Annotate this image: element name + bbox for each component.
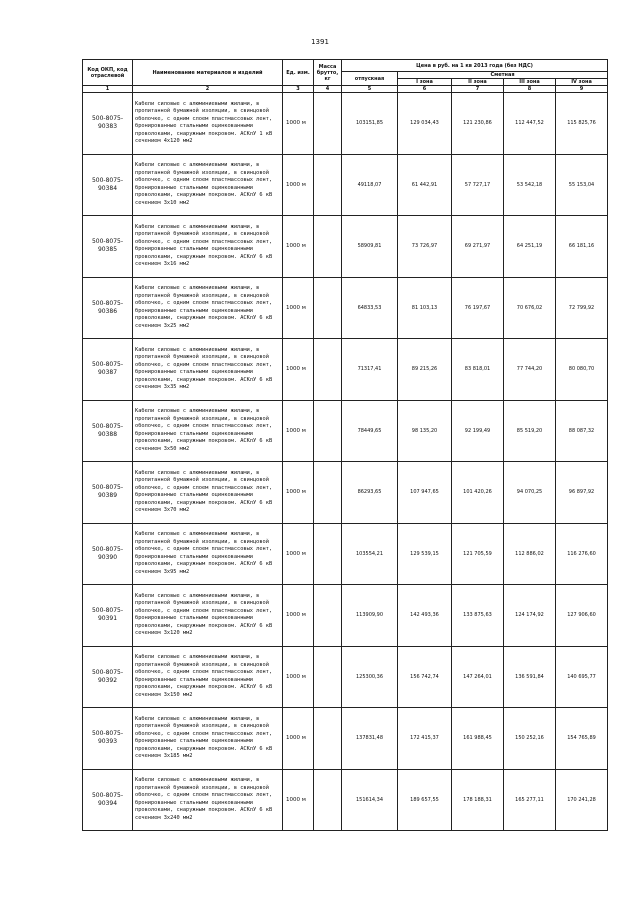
cell-zone3-price: 150 252,16 <box>504 708 556 770</box>
cell-unit: 1000 м <box>283 462 314 524</box>
cell-zone2-price: 83 818,01 <box>452 339 504 401</box>
cell-mass <box>314 769 342 831</box>
cell-zone3-price: 64 251,19 <box>504 216 556 278</box>
col-number: 4 <box>314 86 342 93</box>
cell-name: Кабели силовые с алюминиевыми жилами, в пропитанной бумажной изоляции, в свинцовой оболочке, с одним слоем пластмассовых лент, бронированные стальными оцинкованными проволоками, снаружным покровом. АСКлУ 1 кВ сечением 4х120 мм2 <box>133 93 283 155</box>
cell-zone3-price: 70 676,02 <box>504 277 556 339</box>
cell-release-price: 64833,53 <box>342 277 398 339</box>
cell-code: 500-8075-90384 <box>83 154 133 216</box>
cell-release-price: 103554,21 <box>342 523 398 585</box>
cell-zone1-price: 107 947,65 <box>398 462 452 524</box>
col-number: 7 <box>452 86 504 93</box>
cell-zone1-price: 172 415,37 <box>398 708 452 770</box>
cell-mass <box>314 462 342 524</box>
table-row <box>83 339 608 401</box>
cell-release-price: 86293,65 <box>342 462 398 524</box>
cell-name: Кабели силовые с алюминиевыми жилами, в пропитанной бумажной изоляции, в свинцовой оболочке, с одним слоем пластмассовых лент, бронированные стальными оцинкованными проволоками, снаружным покровом. АСКлУ 6 кВ сечением 3х10 мм2 <box>133 154 283 216</box>
cell-zone4-price: 80 080,70 <box>556 339 608 401</box>
cell-zone2-price: 76 197,67 <box>452 277 504 339</box>
col-number: 5 <box>342 86 398 93</box>
cell-code: 500-8075-90388 <box>83 400 133 462</box>
table-row <box>83 277 608 339</box>
cell-unit: 1000 м <box>283 585 314 647</box>
table-row <box>83 462 608 524</box>
cell-mass <box>314 339 342 401</box>
cell-code: 500-8075-90391 <box>83 585 133 647</box>
table-row <box>83 93 608 155</box>
header-estimate: Сметная <box>398 72 608 79</box>
cell-release-price: 137831,48 <box>342 708 398 770</box>
cell-zone4-price: 170 241,28 <box>556 769 608 831</box>
cell-name: Кабели силовые с алюминиевыми жилами, в пропитанной бумажной изоляции, в свинцовой оболочке, с одним слоем пластмассовых лент, бронированные стальными оцинкованными проволоками, снаружным покровом. АСКлУ 6 кВ сечением 3х240 мм2 <box>133 769 283 831</box>
cell-zone1-price: 98 135,20 <box>398 400 452 462</box>
cell-code: 500-8075-90389 <box>83 462 133 524</box>
cell-name: Кабели силовые с алюминиевыми жилами, в пропитанной бумажной изоляции, в свинцовой оболочке, с одним слоем пластмассовых лент, бронированные стальными оцинкованными проволоками, снаружным покровом. АСКлУ 6 кВ сечением 3х95 мм2 <box>133 523 283 585</box>
cell-zone1-price: 73 726,97 <box>398 216 452 278</box>
cell-unit: 1000 м <box>283 646 314 708</box>
cell-unit: 1000 м <box>283 277 314 339</box>
header-release: отпускная <box>342 72 398 86</box>
cell-mass <box>314 400 342 462</box>
cell-zone1-price: 129 539,15 <box>398 523 452 585</box>
cell-unit: 1000 м <box>283 216 314 278</box>
header-zone-2: II зона <box>452 79 504 86</box>
cell-zone1-price: 89 215,26 <box>398 339 452 401</box>
cell-zone2-price: 92 199,49 <box>452 400 504 462</box>
cell-mass <box>314 523 342 585</box>
header-price: Цена в руб. на 1 кв 2013 года (без НДС) <box>342 60 608 72</box>
cell-unit: 1000 м <box>283 400 314 462</box>
cell-zone1-price: 142 493,36 <box>398 585 452 647</box>
header-zone-3: III зона <box>504 79 556 86</box>
col-number: 6 <box>398 86 452 93</box>
cell-unit: 1000 м <box>283 93 314 155</box>
table-row <box>83 523 608 585</box>
cell-mass <box>314 154 342 216</box>
cell-zone3-price: 85 519,20 <box>504 400 556 462</box>
cell-zone4-price: 72 799,92 <box>556 277 608 339</box>
cell-code: 500-8075-90392 <box>83 646 133 708</box>
cell-release-price: 103151,85 <box>342 93 398 155</box>
header-unit: Ед. изм. <box>283 60 314 86</box>
cell-zone3-price: 112 447,52 <box>504 93 556 155</box>
cell-zone2-price: 133 875,63 <box>452 585 504 647</box>
cell-release-price: 125300,36 <box>342 646 398 708</box>
page-number: 1391 <box>311 38 329 46</box>
cell-release-price: 58909,81 <box>342 216 398 278</box>
table-row <box>83 216 608 278</box>
cell-code: 500-8075-90390 <box>83 523 133 585</box>
cell-zone1-price: 81 103,13 <box>398 277 452 339</box>
cell-zone3-price: 136 591,84 <box>504 646 556 708</box>
table-row <box>83 646 608 708</box>
cell-code: 500-8075-90385 <box>83 216 133 278</box>
cell-name: Кабели силовые с алюминиевыми жилами, в пропитанной бумажной изоляции, в свинцовой оболочке, с одним слоем пластмассовых лент, бронированные стальными оцинкованными проволоками, снаружным покровом. АСКлУ 6 кВ сечением 3х25 мм2 <box>133 277 283 339</box>
header-zone-4: IV зона <box>556 79 608 86</box>
table-row <box>83 154 608 216</box>
cell-zone2-price: 121 230,86 <box>452 93 504 155</box>
cell-zone4-price: 140 695,77 <box>556 646 608 708</box>
cell-zone4-price: 88 087,32 <box>556 400 608 462</box>
cell-zone1-price: 156 742,74 <box>398 646 452 708</box>
cell-name: Кабели силовые с алюминиевыми жилами, в пропитанной бумажной изоляции, в свинцовой оболочке, с одним слоем пластмассовых лент, бронированные стальными оцинкованными проволоками, снаружным покровом. АСКлУ 6 кВ сечением 3х70 мм2 <box>133 462 283 524</box>
cell-mass <box>314 585 342 647</box>
cell-zone1-price: 61 442,91 <box>398 154 452 216</box>
cell-zone4-price: 115 825,76 <box>556 93 608 155</box>
cell-zone4-price: 96 897,92 <box>556 462 608 524</box>
cell-mass <box>314 277 342 339</box>
cell-unit: 1000 м <box>283 769 314 831</box>
col-number: 1 <box>83 86 133 93</box>
cell-name: Кабели силовые с алюминиевыми жилами, в пропитанной бумажной изоляции, в свинцовой оболочке, с одним слоем пластмассовых лент, бронированные стальными оцинкованными проволоками, снаружным покровом. АСКлУ 6 кВ сечением 3х16 мм2 <box>133 216 283 278</box>
col-number: 8 <box>504 86 556 93</box>
cell-unit: 1000 м <box>283 154 314 216</box>
cell-zone3-price: 53 542,18 <box>504 154 556 216</box>
cell-zone3-price: 94 070,25 <box>504 462 556 524</box>
header-zone-1: I зона <box>398 79 452 86</box>
cell-mass <box>314 708 342 770</box>
cell-name: Кабели силовые с алюминиевыми жилами, в пропитанной бумажной изоляции, в свинцовой оболочке, с одним слоем пластмассовых лент, бронированные стальными оцинкованными проволоками, снаружным покровом. АСКлУ 6 кВ сечением 3х35 мм2 <box>133 339 283 401</box>
cell-release-price: 151614,34 <box>342 769 398 831</box>
cell-zone3-price: 112 886,02 <box>504 523 556 585</box>
cell-code: 500-8075-90383 <box>83 93 133 155</box>
col-number: 9 <box>556 86 608 93</box>
cell-mass <box>314 93 342 155</box>
cell-release-price: 71317,41 <box>342 339 398 401</box>
cell-name: Кабели силовые с алюминиевыми жилами, в пропитанной бумажной изоляции, в свинцовой оболочке, с одним слоем пластмассовых лент, бронированные стальными оцинкованными проволоками, снаружным покровом. АСКлУ 6 кВ сечением 3х150 мм2 <box>133 646 283 708</box>
cell-zone2-price: 57 727,17 <box>452 154 504 216</box>
table-row <box>83 708 608 770</box>
cell-zone2-price: 178 188,31 <box>452 769 504 831</box>
cell-code: 500-8075-90387 <box>83 339 133 401</box>
cell-zone3-price: 77 744,20 <box>504 339 556 401</box>
table-row <box>83 585 608 647</box>
cell-zone2-price: 69 271,97 <box>452 216 504 278</box>
cell-code: 500-8075-90393 <box>83 708 133 770</box>
cell-code: 500-8075-90386 <box>83 277 133 339</box>
cell-zone1-price: 189 657,55 <box>398 769 452 831</box>
cell-code: 500-8075-90394 <box>83 769 133 831</box>
table-row <box>83 769 608 831</box>
cell-name: Кабели силовые с алюминиевыми жилами, в пропитанной бумажной изоляции, в свинцовой оболочке, с одним слоем пластмассовых лент, бронированные стальными оцинкованными проволоками, снаружным покровом. АСКлУ 6 кВ сечением 3х120 мм2 <box>133 585 283 647</box>
cell-zone4-price: 127 906,60 <box>556 585 608 647</box>
cell-name: Кабели силовые с алюминиевыми жилами, в пропитанной бумажной изоляции, в свинцовой оболочке, с одним слоем пластмассовых лент, бронированные стальными оцинкованными проволоками, снаружным покровом. АСКлУ 6 кВ сечением 3х50 мм2 <box>133 400 283 462</box>
col-number: 3 <box>283 86 314 93</box>
cell-release-price: 49118,07 <box>342 154 398 216</box>
cell-zone4-price: 154 765,89 <box>556 708 608 770</box>
cell-name: Кабели силовые с алюминиевыми жилами, в пропитанной бумажной изоляции, в свинцовой оболочке, с одним слоем пластмассовых лент, бронированные стальными оцинкованными проволоками, снаружным покровом. АСКлУ 6 кВ сечением 3х185 мм2 <box>133 708 283 770</box>
header-mass: Масса брутто, кг <box>314 60 342 86</box>
cell-unit: 1000 м <box>283 708 314 770</box>
cell-unit: 1000 м <box>283 523 314 585</box>
cell-release-price: 113909,90 <box>342 585 398 647</box>
col-number: 2 <box>133 86 283 93</box>
cell-zone2-price: 147 264,01 <box>452 646 504 708</box>
cell-zone3-price: 165 277,11 <box>504 769 556 831</box>
cell-zone3-price: 124 174,92 <box>504 585 556 647</box>
table-row <box>83 400 608 462</box>
cell-zone2-price: 101 420,26 <box>452 462 504 524</box>
cell-zone2-price: 161 988,45 <box>452 708 504 770</box>
cell-zone4-price: 66 181,16 <box>556 216 608 278</box>
header-code: Код ОКП, код отраслевой <box>83 60 133 86</box>
cell-mass <box>314 646 342 708</box>
cell-zone1-price: 129 034,43 <box>398 93 452 155</box>
cell-zone2-price: 121 705,59 <box>452 523 504 585</box>
cell-zone4-price: 116 276,60 <box>556 523 608 585</box>
cell-release-price: 78449,65 <box>342 400 398 462</box>
cell-unit: 1000 м <box>283 339 314 401</box>
price-table <box>82 59 608 831</box>
cell-zone4-price: 55 153,04 <box>556 154 608 216</box>
cell-mass <box>314 216 342 278</box>
header-name: Наименование материалов и изделий <box>133 60 283 86</box>
